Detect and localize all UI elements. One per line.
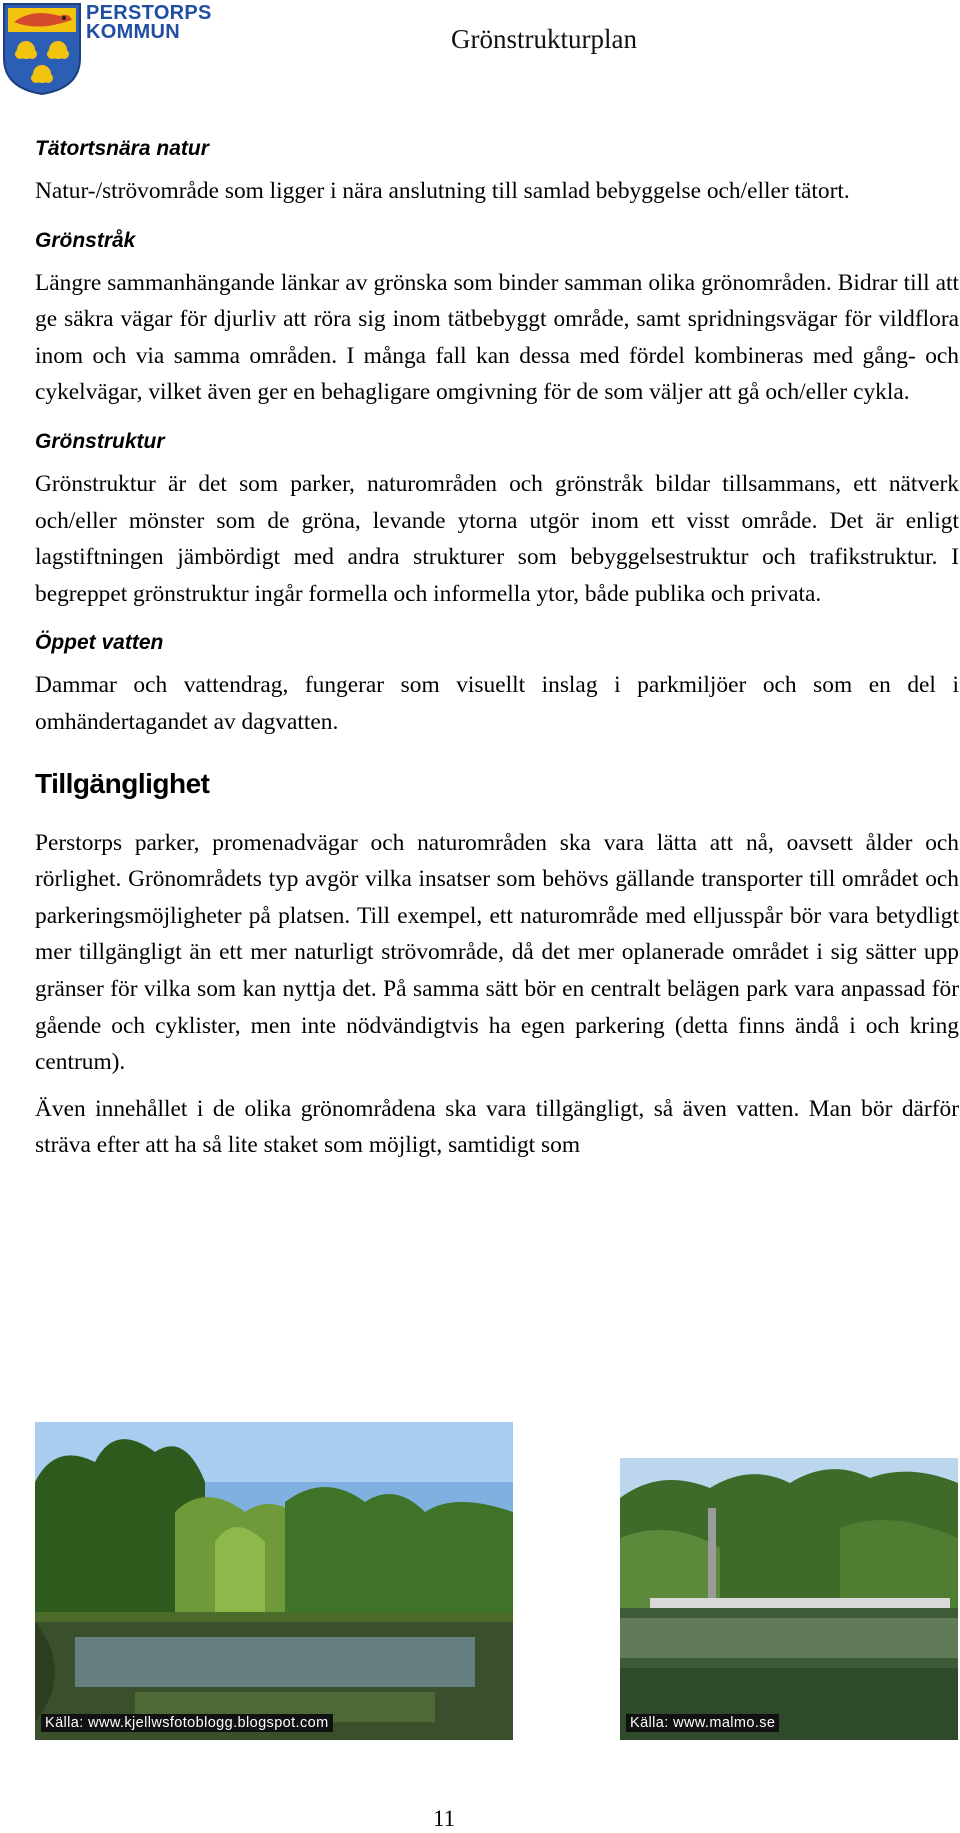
section-heading: Grönstråk	[35, 228, 136, 252]
section-paragraph: Grönstruktur är det som parker, naturområden och grönstråk bildar tillsammans, ett nätverk och/eller mönster som de gröna, levande ytorna utgör inom ett visst område. Det är enligt lagstiftningen jämbördigt med andra strukturer som bebyggelsestruktur och trafikstruktur. I begreppet grönstruktur ingår formella och informella ytor, både publika och privata.	[35, 470, 959, 607]
main-section-paragraph: Även innehållet i de olika grönområdena ska vara tillgängligt, så även vatten. Man bör därför sträva efter att ha så lite staket som möjligt, samtidigt som	[35, 1095, 959, 1159]
municipality-name	[86, 4, 212, 42]
page-number: 11	[433, 1806, 456, 1831]
section-paragraph: Längre sammanhängande länkar av grönska som binder samman olika grönområden. Bidrar till att ge säkra vägar för djurliv att röra sig inom tätbebyggt område, samt spridningsvägar för vildflora inom och via samma områden. I många fall kan dessa med fördel kombineras med gång- och cykelvägar, vilket även ger en behagligare omgivning för de som väljer att gå och/eller cykla.	[35, 269, 959, 406]
lake-monument-photo	[620, 1458, 958, 1740]
coat-of-arms-icon	[2, 2, 82, 96]
section-paragraph: Natur-/strövområde som ligger i nära anslutning till samlad bebyggelse och/eller tätort.	[35, 178, 850, 204]
section-heading: Tätortsnära natur	[35, 137, 209, 160]
municipality-name-line-1: PERSTORPS	[86, 2, 212, 24]
park-pond-photo	[35, 1422, 513, 1740]
section-heading: Öppet vatten	[35, 631, 164, 655]
section-heading: Grönstruktur	[35, 429, 165, 453]
municipality-logo	[2, 2, 212, 96]
photo-source-caption: Källa: www.kjellwsfotoblogg.blogspot.com	[41, 1714, 333, 1732]
main-section-heading: Tillgänglighet	[35, 767, 210, 799]
photo-source-caption: Källa: www.malmo.se	[626, 1714, 779, 1732]
municipality-name-line-2: KOMMUN	[86, 21, 181, 43]
document-title: Grönstrukturplan	[451, 24, 637, 54]
page-content	[35, 125, 959, 1171]
section-paragraph: Dammar och vattendrag, fungerar som visuellt inslag i parkmiljöer och som en del i omhändertagandet av dagvatten.	[35, 672, 959, 735]
main-section-paragraph: Perstorps parker, promenadvägar och naturområden ska vara lätta att nå, oavsett ålder och rörlighet. Grönområdets typ avgör vilka insatser som behövs gällande transporter till området och parkeringsmöjligheter på platsen. Till exempel, ett naturområde med elljusspår bör vara betydligt mer tillgängligt än ett mer naturligt strövområde, då det mer oplanerade området i sig sätter upp gränser för vilka som kan nyttja det. På samma sätt bör en centralt belägen park vara anpassad för gående och cyklister, men inte nödvändigtvis ha egen parkering (detta finns ändå i och kring centrum).	[35, 829, 959, 1076]
